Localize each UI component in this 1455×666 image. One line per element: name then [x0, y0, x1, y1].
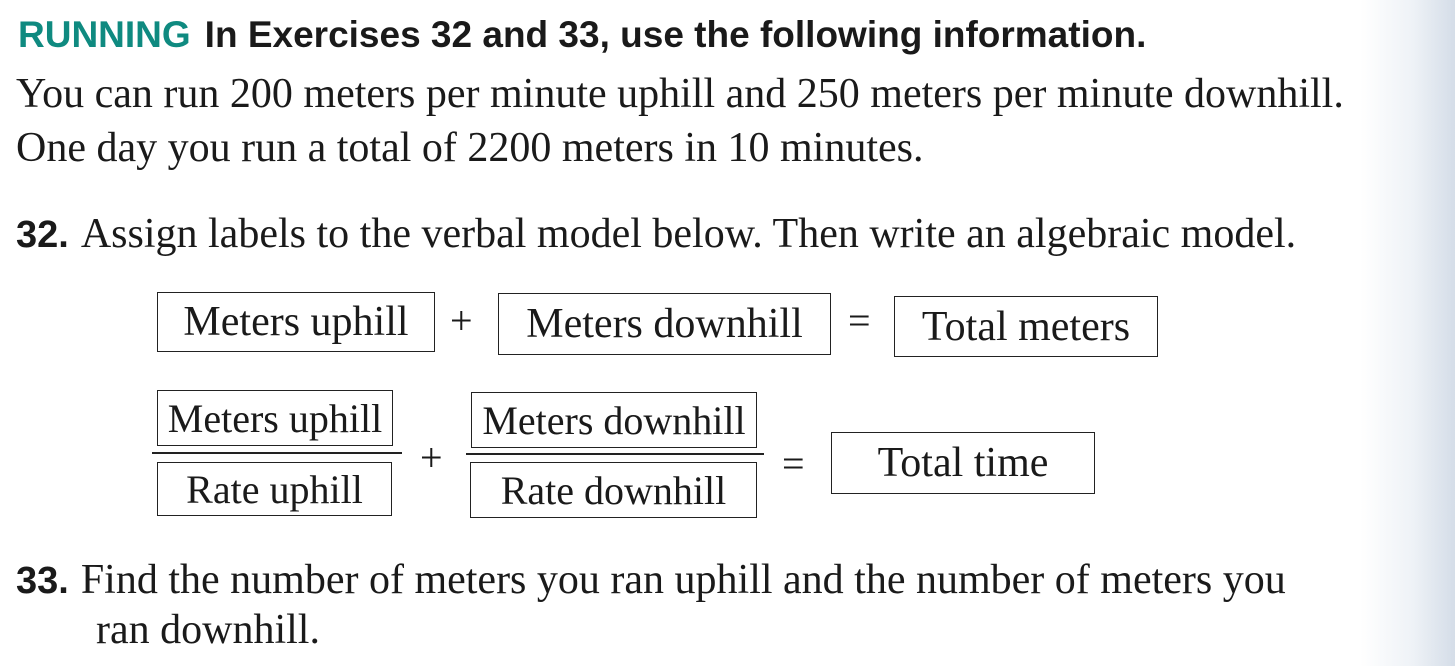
box-total-time: Total time: [831, 432, 1095, 494]
equals-sign-2: =: [782, 441, 805, 486]
equals-sign-1: =: [848, 298, 871, 343]
box-den-rate-uphill: Rate uphill: [157, 462, 392, 516]
exercise-32-text: Assign labels to the verbal model below. Then write an algebraic model.: [80, 211, 1297, 257]
exercise-33-text: Find the number of meters you ran uphill and the number of meters you: [80, 557, 1286, 603]
plus-sign-1: +: [450, 298, 473, 343]
box-den-rate-downhill: Rate downhill: [470, 462, 757, 518]
intro-line-2: One day you run a total of 2200 meters in 10 minutes.: [16, 125, 924, 171]
box-num-meters-uphill: Meters uphill: [157, 390, 393, 446]
plus-sign-2: +: [420, 435, 443, 480]
exercise-33-number: 33.: [16, 560, 69, 602]
exercise-32-number: 32.: [16, 214, 69, 256]
page-edge-shadow: [1360, 0, 1455, 666]
topic-label: RUNNING: [18, 14, 191, 55]
fraction-bar-uphill: [152, 452, 402, 454]
box-meters-downhill: Meters downhill: [498, 293, 831, 355]
box-num-meters-downhill: Meters downhill: [471, 392, 757, 448]
intro-heading: [18, 14, 1146, 56]
box-meters-uphill: Meters uphill: [157, 292, 435, 352]
exercise-32: [16, 210, 1296, 258]
box-total-meters: Total meters: [894, 296, 1158, 357]
exercise-33: [16, 556, 1286, 604]
exercise-33-line-2: ran downhill.: [96, 607, 320, 653]
fraction-bar-downhill: [466, 453, 764, 455]
intro-line-1: You can run 200 meters per minute uphill and 250 meters per minute downhill.: [16, 71, 1344, 117]
heading-text: In Exercises 32 and 33, use the following information.: [204, 14, 1147, 55]
